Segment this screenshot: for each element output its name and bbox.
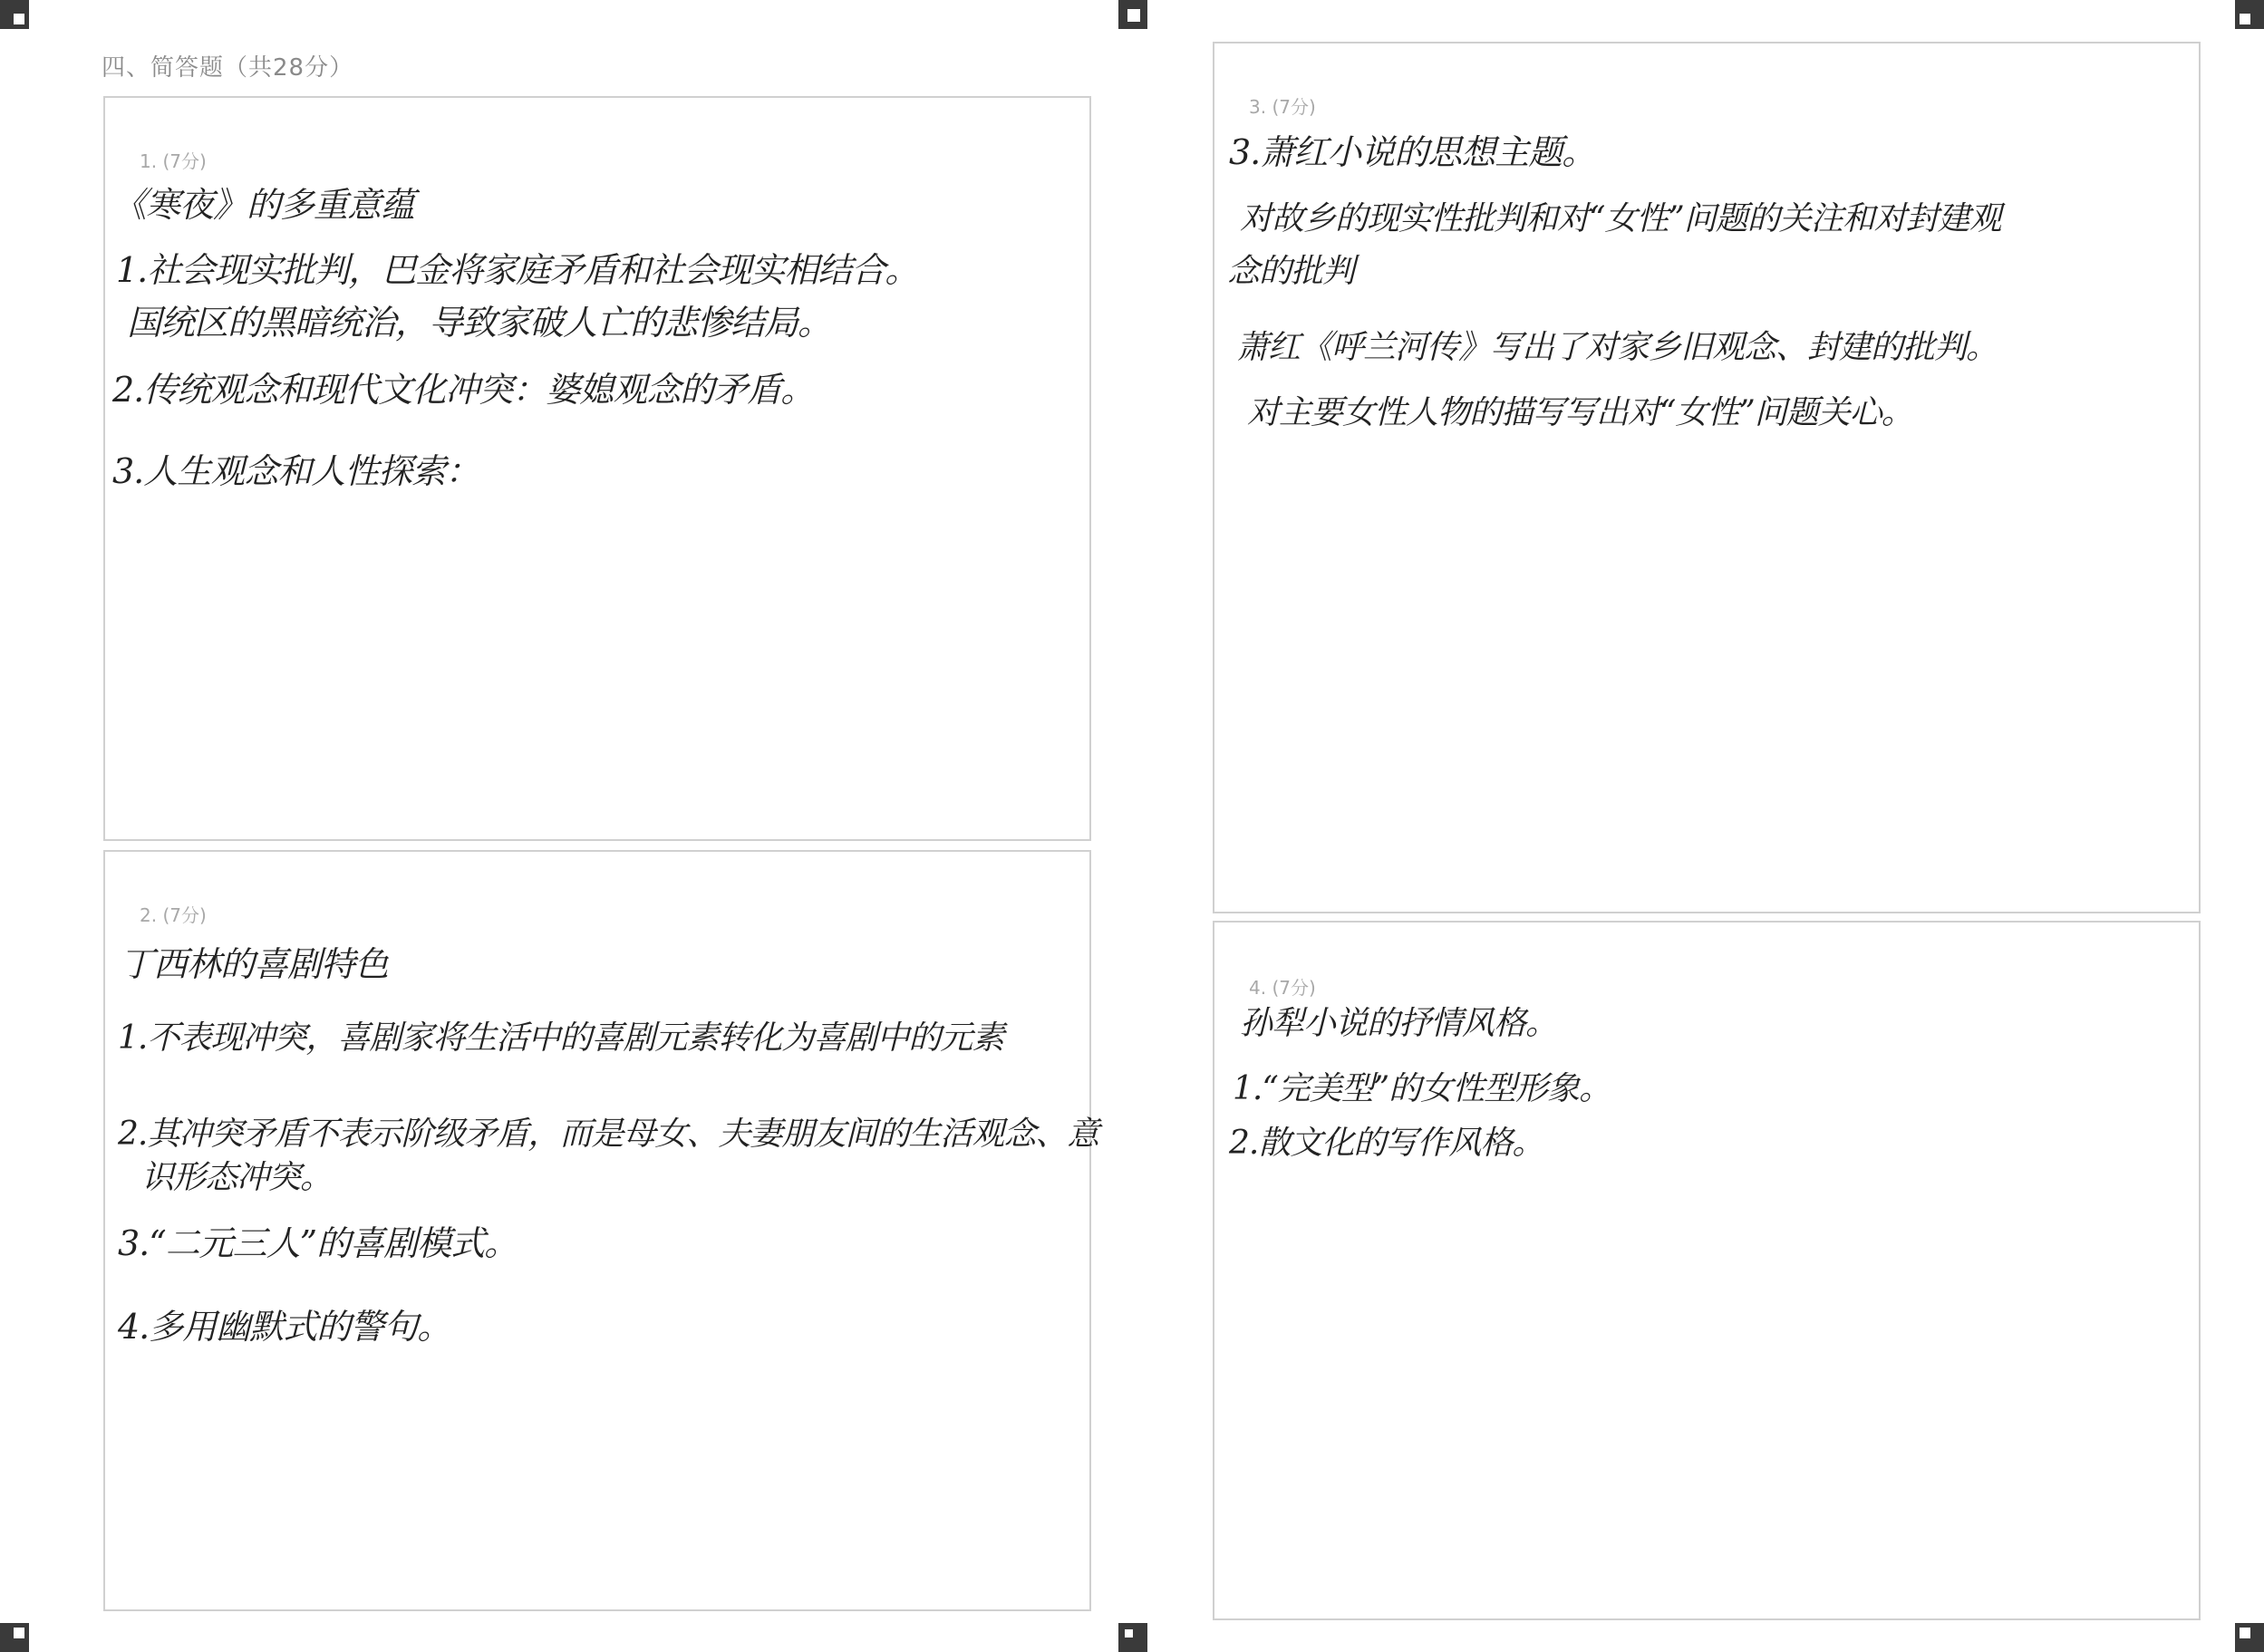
answer-line: 孙犁小说的抒情风格。 <box>1240 1005 1558 1042</box>
answer-box-q2 <box>103 850 1099 1611</box>
answer-line: 2.其冲突矛盾不表示阶级矛盾，而是母女、夫妻朋友间的生活观念、意 <box>118 1116 1099 1153</box>
registration-marker-bottom-center <box>1118 1623 1147 1652</box>
answer-line: 萧红《呼兰河传》写出了对家乡旧观念、封建的批判。 <box>1236 329 1998 366</box>
answer-line: 1.“完美型”的女性型形象。 <box>1233 1070 1611 1107</box>
question-label: 4. (7分) <box>1249 977 1316 999</box>
question-label: 1. (7分) <box>140 150 207 172</box>
answer-line: 2.散文化的写作风格。 <box>1229 1125 1544 1162</box>
answer-box-q1 <box>103 96 1091 841</box>
registration-marker-top-center <box>1118 0 1147 29</box>
answer-line: 对主要女性人物的描写写出对“女性”问题关心。 <box>1247 394 1913 431</box>
answer-box-q3 <box>1213 42 2201 913</box>
registration-marker-bottom-left <box>0 1623 29 1652</box>
answer-line: 3.“二元三人”的喜剧模式。 <box>118 1223 518 1263</box>
registration-marker-bottom-right <box>2235 1623 2264 1652</box>
question-label: 3. (7分) <box>1249 96 1316 118</box>
answer-line: 丁西林的喜剧特色 <box>120 944 389 984</box>
registration-marker-top-right <box>2235 0 2264 29</box>
section-title: 四、简答题（共28分） <box>102 54 354 82</box>
answer-line: 4.多用幽默式的警句。 <box>118 1307 451 1347</box>
answer-line: 识形态冲突。 <box>141 1159 333 1196</box>
answer-line: 对故乡的现实性批判和对“女性”问题的关注和对封建观 <box>1240 200 2001 237</box>
answer-line: 2.传统观念和现代文化冲突：婆媳观念的矛盾。 <box>112 370 815 410</box>
registration-marker-top-left <box>0 0 29 29</box>
answer-line: 国统区的黑暗统治，导致家破人亡的悲惨结局。 <box>127 303 832 343</box>
answer-box-q4 <box>1213 921 2201 1620</box>
answer-line: 1.不表现冲突，喜剧家将生活中的喜剧元素转化为喜剧中的元素 <box>118 1019 1004 1057</box>
question-label: 2. (7分) <box>140 904 207 926</box>
answer-line: 3.萧红小说的思想主题。 <box>1229 132 1596 172</box>
answer-line: 1.社会现实批判，巴金将家庭矛盾和社会现实相结合。 <box>116 250 919 290</box>
answer-line: 3.人生观念和人性探索： <box>112 451 479 491</box>
answer-line: 《寒夜》的多重意蕴 <box>112 185 415 225</box>
answer-line: 念的批判 <box>1227 253 1355 290</box>
